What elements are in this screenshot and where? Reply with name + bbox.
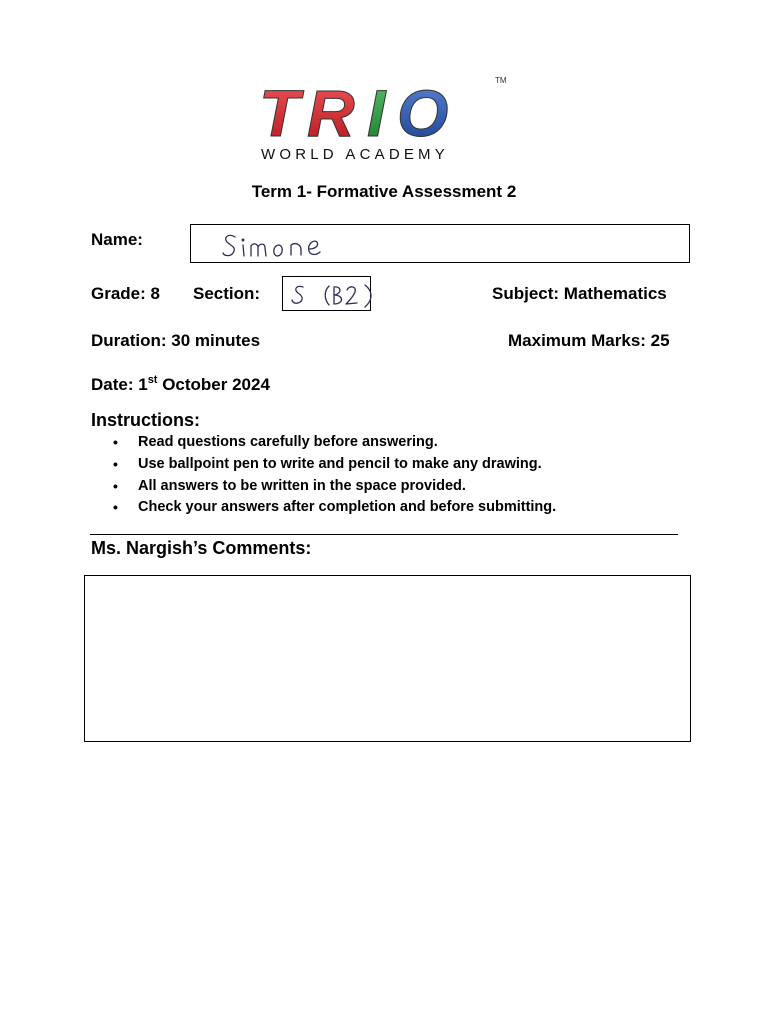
comments-heading: Ms. Nargish’s Comments: [91,538,312,558]
section-label: Section: [193,284,261,303]
name-field[interactable] [190,224,690,263]
trademark-mark: TM [495,76,507,85]
duration-label: Duration: 30 minutes [91,331,261,350]
section-field[interactable] [282,276,371,311]
logo-subtitle: WORLD ACADEMY [261,146,449,163]
list-item [113,454,556,476]
comments-text [85,576,690,592]
list-item [113,432,556,454]
comments-box[interactable] [84,575,691,742]
instructions-list [113,432,556,519]
list-item [113,497,556,519]
subject-label: Subject: Mathematics [492,284,667,303]
bullet-icon: • [113,455,118,472]
page-title: Term 1- Formative Assessment 2 [251,182,517,201]
school-logo [257,78,507,168]
bullet-icon: • [113,434,118,450]
svg-text:O: O [397,78,449,144]
divider [90,534,678,535]
instruction-text: All answers to be written in the space provided. [138,477,466,494]
svg-text:R: R [307,78,355,144]
instruction-text: Check your answers after completion and before submitting. [138,499,557,516]
max-marks-label: Maximum Marks: 25 [508,331,670,350]
trio-wordmark [257,78,507,144]
bullet-icon: • [113,499,118,516]
handwritten-name [221,229,361,261]
bullet-icon: • [113,477,118,494]
handwritten-section [289,281,384,309]
instruction-text: Read questions carefully before answering. [138,434,438,450]
grade-label: Grade: 8 [91,284,160,303]
svg-text:T: T [259,78,300,144]
date-ordinal: st [147,374,158,386]
date-label [91,374,270,395]
date-suffix: October 2024 [157,375,270,394]
list-item [113,476,556,498]
date-prefix: Date: 1 [91,375,148,394]
instruction-text: Use ballpoint pen to write and pencil to make any drawing. [138,455,542,472]
instructions-heading: Instructions: [91,410,201,430]
svg-text:I: I [367,78,386,144]
name-label: Name: [91,230,143,249]
